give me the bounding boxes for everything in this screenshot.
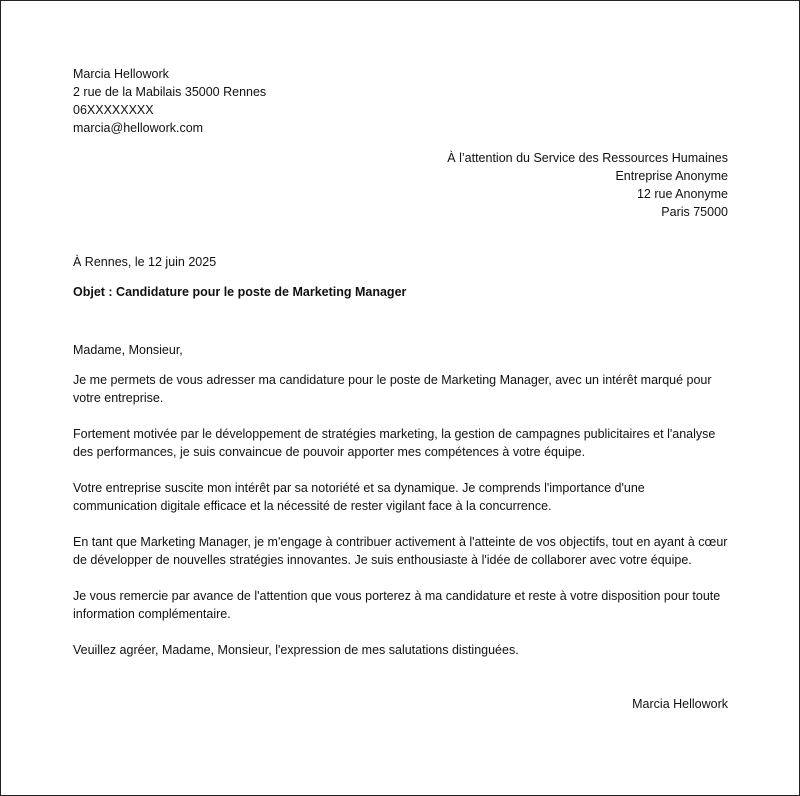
letter-salutation: Madame, Monsieur, — [73, 343, 183, 357]
sender-name: Marcia Hellowork — [73, 67, 169, 81]
recipient-block — [73, 149, 728, 221]
letter-paragraph-intro: Je me permets de vous adresser ma candidature pour le poste de Marketing Manager, avec un intérêt marqué pour votre entreprise. — [73, 373, 712, 405]
letter-content — [73, 65, 728, 713]
sender-phone: 06XXXXXXXX — [73, 103, 154, 117]
letter-signature: Marcia Hellowork — [632, 697, 728, 711]
letter-subject: Objet : Candidature pour le poste de Marketing Manager — [73, 285, 407, 299]
recipient-street: 12 rue Anonyme — [636, 187, 728, 201]
letter-paragraph-company: Votre entreprise suscite mon intérêt par sa notoriété et sa dynamique. Je comprends l'importance d'une communication digitale efficace et la nécessité de rester vigilant face à la concurrence. — [73, 481, 645, 513]
letter-paragraph-thanks: Je vous remercie par avance de l'attention que vous porterez à ma candidature et reste à votre disposition pour toute information complémentaire. — [73, 589, 721, 621]
recipient-attention: À l’attention du Service des Ressources Humaines — [447, 151, 728, 165]
letter-paragraph-motivation: Fortement motivée par le développement de stratégies marketing, la gestion de campagnes publicitaires et l'analyse des performances, je suis convaincue de pouvoir apporter mes compétences à votre équipe. — [73, 427, 716, 459]
sender-address: 2 rue de la Mabilais 35000 Rennes — [73, 85, 267, 99]
recipient-city: Paris 75000 — [661, 205, 728, 219]
letter-closing: Veuillez agréer, Madame, Monsieur, l'expression de mes salutations distinguées. — [73, 643, 519, 657]
letter-date: À Rennes, le 12 juin 2025 — [73, 255, 217, 269]
letter-paragraph-commitment: En tant que Marketing Manager, je m'engage à contribuer activement à l'atteinte de vos objectifs, tout en ayant à cœur de développer de nouvelles stratégies innovantes. Je suis enthousiaste à l'idée de collaborer avec votre équipe. — [73, 535, 728, 567]
sender-block — [73, 65, 728, 137]
recipient-company: Entreprise Anonyme — [615, 169, 728, 183]
sender-email: marcia@hellowork.com — [73, 121, 204, 135]
